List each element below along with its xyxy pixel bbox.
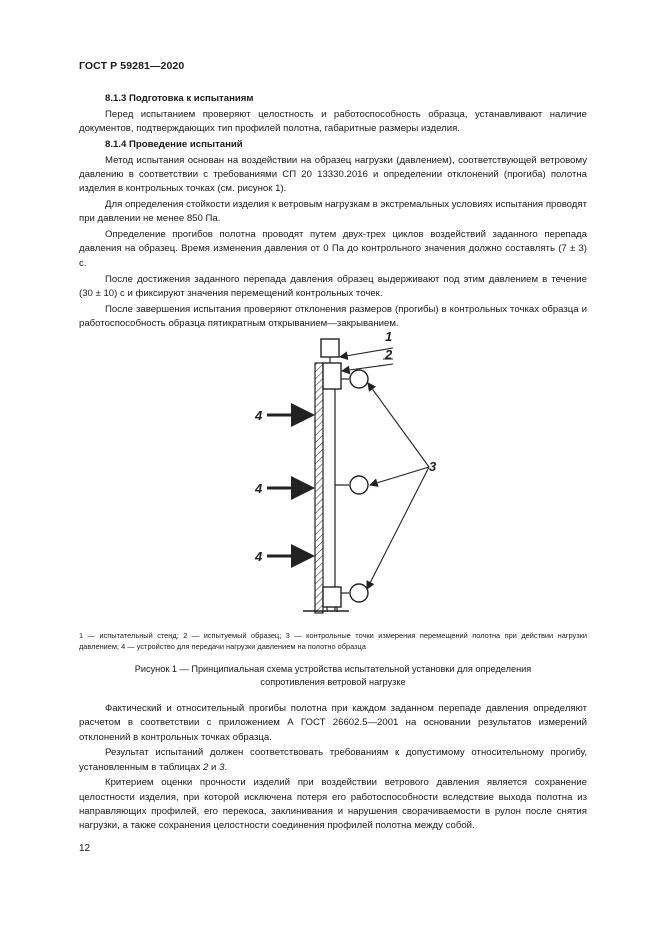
table-ref: 3 [219, 761, 225, 773]
legend-text: — испытательный стенд; [83, 631, 184, 640]
specimen-panel [315, 363, 323, 613]
legend-text: — испытуемый образец; [187, 631, 286, 640]
legend-number: 2 [183, 631, 188, 640]
label-3: 3 [429, 459, 437, 474]
caption-line: сопротивления ветровой нагрузке [260, 677, 406, 687]
paragraph-text: Результат испытаний должен соответствовать требованиям к допустимому относительному прогибу, установленным в таблицах [79, 747, 587, 773]
paragraph: Для определения стойкости изделия к ветровым нагрузкам в экстремальных условиях испытания проводят при давлении не менее 850 Па. [79, 199, 587, 225]
paragraph-text: . [224, 761, 228, 773]
paragraph [79, 746, 587, 775]
label-4-middle: 4 [255, 481, 263, 496]
section-8-1-4-title: 8.1.4 Проведение испытаний [105, 138, 243, 150]
paragraph: После достижения заданного перепада давления образец выдерживают под этим давлением в течение (30 ± 10) с и фиксируют значения перемещений контрольных точек. [79, 273, 587, 299]
figure-legend [79, 630, 587, 652]
paragraph: Перед испытанием проверяют целостность и работоспособность образца, устанавливают наличие документов, подтверждающих тип профилей полотна, габаритные размеры изделия. [79, 108, 587, 135]
section-text [79, 92, 587, 333]
legend-number: 3 [285, 631, 290, 640]
figure-caption [79, 663, 587, 689]
section-text-continued [79, 702, 587, 835]
measuring-point-middle [350, 476, 368, 494]
table-ref: 2 [203, 761, 209, 773]
section-8-1-3-title: 8.1.3 Подготовка к испытаниям [105, 93, 254, 104]
legend-text: — устройство для передачи нагрузки давлением на полотно образца [125, 642, 366, 651]
paragraph: Определение прогибов полотна проводят путем двух-трех циклов воздействий заданного перепада давления на образец. Время изменения давления от 0 Па до контрольного значения должно составлять (7 ± 3) с. [79, 229, 587, 269]
label-4-bottom: 4 [255, 549, 263, 564]
legend-number: 1 [79, 631, 84, 640]
caption-line: Рисунок 1 — Принципиальная схема устройства испытательной установки для определения [134, 664, 532, 674]
legend-text: — контрольные точки измерения перемещений полотна при действии нагрузки давлением; [79, 631, 587, 651]
measuring-point-top [350, 370, 368, 388]
paragraph: Метод испытания основан на воздействии на образец нагрузки (давлением), соответствующей ветровому давлению в соответствии с требованиями СП 20 13330.2016 и определении отклонений (прогиба) полотна изделия в контрольных точках (см. рисунок 1). [79, 154, 587, 195]
label-4-top: 4 [255, 408, 263, 423]
paragraph-text: и [208, 761, 220, 773]
page-number: 12 [79, 843, 91, 854]
legend-number: 4 [121, 642, 126, 651]
document-header: ГОСТ Р 59281—2020 [79, 60, 185, 72]
figure-1-diagram [79, 325, 587, 625]
label-2: 2 [385, 347, 393, 362]
paragraph: Критерием оценки прочности изделий при воздействии ветрового давления является сохранение целостности изделия, при которой исключена потеря его работоспособности вследствие выхода полотна из направляющих профилей, его перекоса, заклинивания и нарушения сворачиваемости в рулон после снятия нагрузки, а также сохранения целостности соединения профилей полотна между собой. [79, 777, 587, 832]
paragraph: После завершения испытания проверяют отклонения размеров (прогибы) в контрольных точках образца и работоспособность образца пятикратным открыванием—закрыванием. [79, 303, 587, 329]
paragraph: Фактический и относительный прогибы полотна при каждом заданном перепаде давления определяют расчетом в соответствии с приложением А ГОСТ 26602.5—2001 на основании результатов измерений отклонений в контрольных точках образца. [79, 703, 587, 743]
guide-block-bottom [323, 587, 341, 607]
test-stand-block [321, 339, 339, 357]
measuring-point-bottom [350, 584, 368, 602]
label-1: 1 [385, 329, 393, 344]
test-setup-schematic [79, 325, 587, 625]
guide-block-top [323, 363, 341, 389]
